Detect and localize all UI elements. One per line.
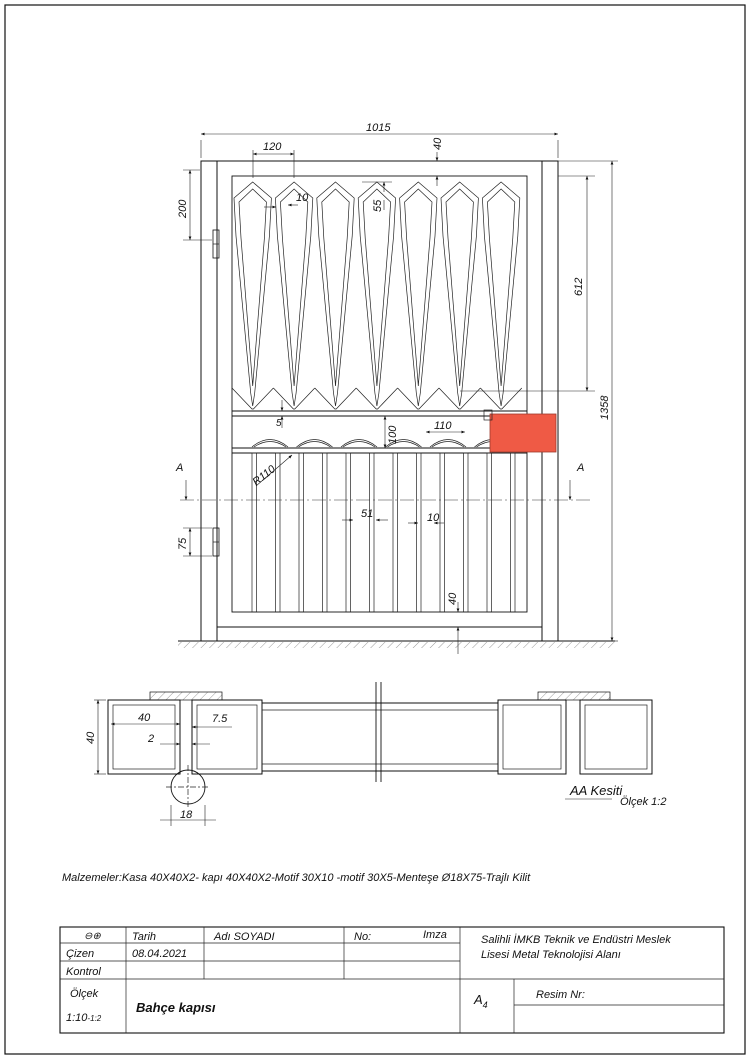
arc-motif — [252, 440, 288, 448]
vertical-bar — [511, 453, 516, 612]
dim-upper-height: 612 — [573, 277, 585, 296]
school-line-2: Lisesi Metal Teknolojisi Alanı — [481, 949, 621, 961]
date-label: Tarih — [132, 931, 157, 943]
vertical-bar — [417, 453, 422, 612]
drawn-label: Çizen — [66, 948, 95, 960]
arc-motif — [297, 440, 333, 448]
diamond-motifs — [232, 182, 522, 409]
drawing-no-label: Resim Nr: — [536, 989, 585, 1001]
dim-motif-offset: 10 — [296, 192, 309, 204]
right-post — [542, 161, 558, 641]
dim-bottom-frame: 40 — [447, 592, 459, 605]
door-frame — [217, 161, 542, 627]
section-label-right: A — [577, 462, 585, 474]
section-title: AA Kesiti — [570, 783, 623, 798]
dim-rail-height: 100 — [387, 425, 399, 444]
vertical-bar — [276, 453, 281, 612]
section-dim-40: 40 — [138, 712, 151, 724]
materials-list: Malzemeler:Kasa 40X40X2- kapı 40X40X2-Motif 30X10 -motif 30X5-Menteşe Ø18X75-Trajlı Kilit — [62, 872, 531, 884]
section-dim-thickness: 2 — [148, 733, 155, 745]
dim-hinge-bottom: 75 — [177, 537, 189, 550]
profile-door-left — [192, 700, 262, 774]
door-inner-frame — [232, 176, 527, 612]
vertical-bar — [393, 453, 398, 612]
dim-bar-pitch: 51 — [361, 508, 374, 520]
diamond-motif-inner — [280, 189, 307, 386]
section-dim-wall: 7.5 — [212, 713, 228, 725]
aa-section-view — [85, 682, 666, 826]
arc-motif — [341, 440, 377, 448]
sign-label: Imza — [423, 929, 447, 941]
hinge-plate-right — [538, 692, 610, 700]
diamond-motif-inner — [405, 189, 432, 386]
vertical-bar — [370, 453, 375, 612]
school-line-1: Salihli İMKB Teknik ve Endüstri Meslek — [481, 934, 671, 946]
scale-label: Ölçek — [70, 988, 99, 1000]
hinge-plate-left — [150, 692, 222, 700]
dim-bar-width: 10 — [427, 512, 440, 524]
vertical-bar — [323, 453, 328, 612]
arc-motifs — [252, 440, 511, 448]
dim-overall-width: 1015 — [366, 122, 391, 134]
dim-overall-height: 1358 — [599, 395, 611, 420]
diamond-motif-inner — [322, 189, 349, 386]
check-label: Kontrol — [66, 966, 101, 978]
diamond-motif-inner — [487, 189, 514, 386]
diamond-motif-inner — [239, 189, 266, 386]
projection-symbol-icon: ⊖⊕ — [84, 931, 101, 942]
drawing-title: Bahçe kapısı — [136, 1000, 216, 1015]
name-label: Adı SOYADI — [214, 931, 275, 943]
ground-hatch — [178, 642, 615, 648]
arc-motif — [430, 440, 466, 448]
dim-hinge-top: 200 — [177, 199, 189, 218]
section-dim-height: 40 — [85, 731, 97, 744]
no-label: No: — [354, 931, 372, 943]
title-block — [60, 927, 724, 1033]
sheet-border — [5, 5, 745, 1054]
scale-value: 1:10-1:2 — [66, 1012, 102, 1024]
diamond-motif-inner — [363, 189, 390, 386]
gate-elevation — [175, 122, 618, 654]
left-post — [201, 161, 217, 641]
dim-motif-depth: 55 — [372, 199, 384, 212]
vertical-bar — [299, 453, 304, 612]
dim-radius: R110 — [250, 463, 278, 489]
vertical-bar — [464, 453, 469, 612]
paper-size: $A_4$ — [474, 992, 488, 1010]
dim-rail-gap: 5 — [276, 418, 282, 429]
profile-door-right — [498, 700, 566, 774]
section-scale: Ölçek 1:2 — [620, 796, 667, 808]
dim-motif-pitch: 120 — [263, 141, 282, 153]
dim-arc-width: 110 — [434, 420, 452, 432]
dim-top-frame: 40 — [432, 137, 444, 150]
profile-frame-right — [580, 700, 652, 774]
drawn-date: 08.04.2021 — [132, 948, 188, 960]
section-label-left: A — [176, 462, 184, 474]
vertical-bar — [440, 453, 445, 612]
lock — [490, 414, 556, 452]
vertical-bar — [487, 453, 492, 612]
vertical-bars — [252, 453, 515, 612]
diamond-motif-inner — [446, 189, 473, 386]
vertical-bar — [346, 453, 351, 612]
section-dim-hinge: 18 — [180, 809, 193, 821]
